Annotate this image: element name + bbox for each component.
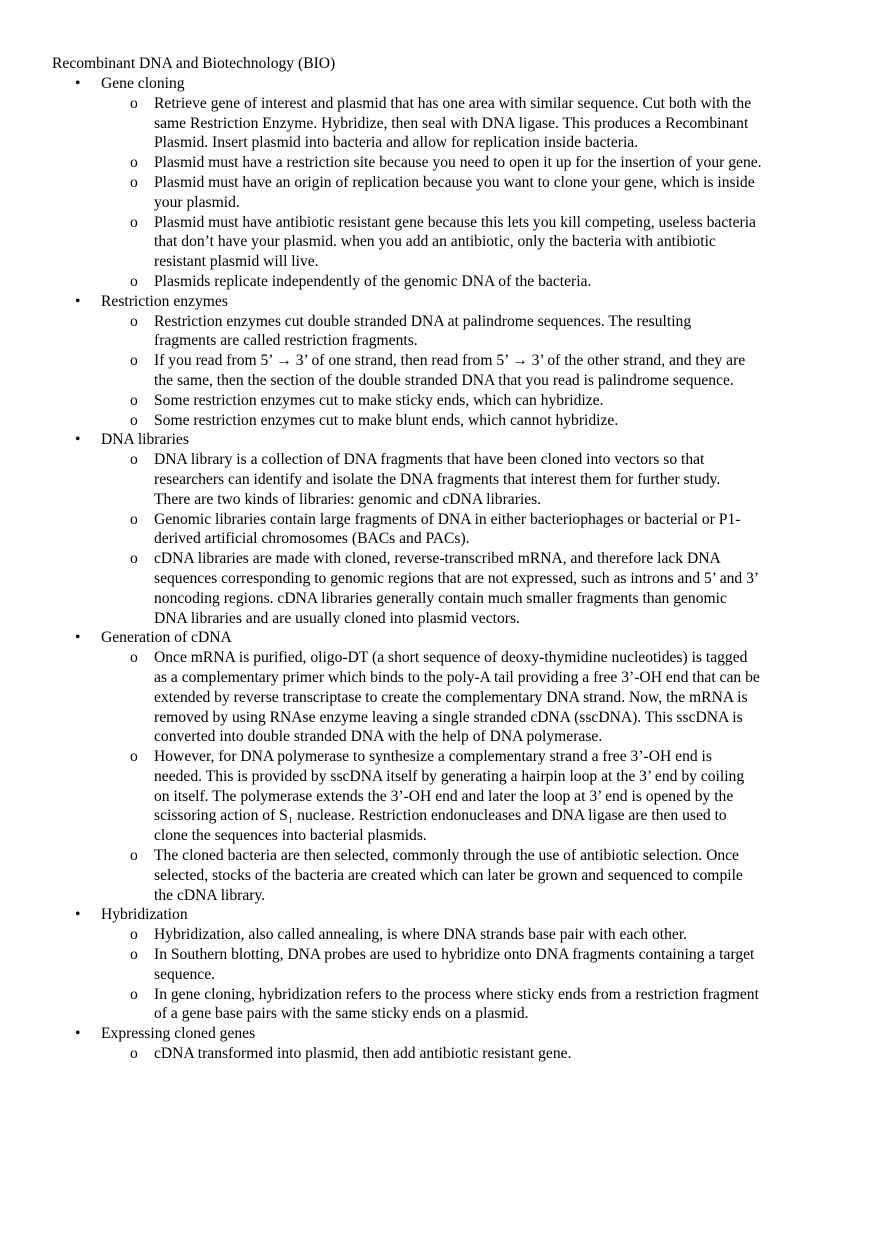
list-item-text: Plasmid must have a restriction site because you need to open it up for the insertion of your gene.	[154, 154, 762, 172]
list-item	[0, 925, 830, 945]
list-item	[0, 945, 830, 985]
sub-bullet-marker: o	[130, 510, 138, 528]
sub-bullet-marker: o	[130, 154, 138, 172]
sub-item-list	[0, 925, 880, 1024]
list-item	[0, 450, 830, 509]
section-heading: Restriction enzymes	[101, 292, 228, 310]
sub-item-list	[0, 1044, 880, 1064]
list-item	[0, 747, 830, 846]
sub-bullet-marker: o	[130, 748, 138, 766]
list-item-text: Plasmid must have antibiotic resistant gene because this lets you kill competing, useless bacteria that don’t have your plasmid. when you add an antibiotic, only the bacteria with antibiotic resistant plasmid will live.	[154, 213, 756, 271]
list-item	[0, 510, 830, 550]
list-item-text: Restriction enzymes cut double stranded DNA at palindrome sequences. The resulting fragments are called restriction fragments.	[154, 312, 692, 350]
sub-bullet-marker: o	[130, 550, 138, 568]
list-item-text: Genomic libraries contain large fragments of DNA in either bacteriophages or bacterial or P1- derived artificial chromosomes (BACs and PACs).	[154, 510, 741, 548]
section-gene-cloning	[0, 74, 880, 292]
list-item-text: Plasmid must have an origin of replication because you want to clone your gene, which is inside your plasmid.	[154, 173, 755, 211]
list-item-text: In gene cloning, hybridization refers to the process where sticky ends from a restriction fragment of a gene base pairs with the same sticky ends on a plasmid.	[154, 985, 759, 1023]
section-dna-libraries	[0, 430, 880, 628]
sub-bullet-marker: o	[130, 272, 138, 290]
list-item-text: Plasmids replicate independently of the genomic DNA of the bacteria.	[154, 272, 592, 290]
sub-bullet-marker: o	[130, 391, 138, 409]
sub-bullet-marker: o	[130, 213, 138, 231]
sub-bullet-marker: o	[130, 451, 138, 469]
sub-item-list	[0, 648, 880, 905]
list-item	[0, 272, 830, 292]
section-restriction-enzymes	[0, 292, 880, 431]
list-item	[0, 213, 830, 272]
list-item-text: The cloned bacteria are then selected, commonly through the use of antibiotic selection. Once selected, stocks of the bacteria are created which can later be grown and sequenced to compile the cDNA library.	[154, 847, 743, 904]
section-heading: Expressing cloned genes	[101, 1025, 256, 1043]
sub-bullet-marker: o	[130, 946, 138, 964]
sub-bullet-marker: o	[130, 352, 138, 370]
section-list	[0, 74, 880, 1064]
list-item	[0, 94, 830, 153]
list-item	[0, 411, 830, 431]
document-title: Recombinant DNA and Biotechnology (BIO)	[52, 55, 336, 72]
sub-bullet-marker: o	[130, 926, 138, 944]
list-item	[0, 648, 830, 747]
sub-bullet-marker: o	[130, 985, 138, 1003]
list-item	[0, 985, 830, 1025]
bullet-marker: •	[75, 75, 81, 92]
sub-bullet-marker: o	[130, 847, 138, 865]
list-item	[0, 351, 830, 391]
section-heading: Hybridization	[101, 906, 188, 924]
list-item-text: Some restriction enzymes cut to make blunt ends, which cannot hybridize.	[154, 411, 619, 429]
list-item-text: If you read from 5’ → 3’ of one strand, then read from 5’ → 3’ of the other strand, and they are the same, then the section of the double stranded DNA that you read is palindrome sequence.	[154, 352, 746, 389]
list-item	[0, 549, 830, 628]
list-item-text: Retrieve gene of interest and plasmid that has one area with similar sequence. Cut both with the same Restriction Enzyme. Hybridize, then seal with DNA ligase. This produces a Recombinant Plasmid. Insert plasmid into bacteria and allow for replication inside bacteria.	[154, 94, 752, 152]
list-item-text: Some restriction enzymes cut to make sticky ends, which can hybridize.	[154, 391, 604, 409]
list-item	[0, 312, 830, 352]
section-heading: Generation of cDNA	[101, 629, 232, 647]
list-item-text: DNA library is a collection of DNA fragments that have been cloned into vectors so that researchers can identify and isolate the DNA fragments that interest them for further study. There are two kinds of libraries: genomic and cDNA libraries.	[154, 451, 721, 508]
list-item	[0, 391, 830, 411]
bullet-marker: •	[75, 1025, 81, 1043]
bullet-marker: •	[75, 906, 81, 924]
sub-item-list	[0, 94, 880, 292]
list-item-text: cDNA transformed into plasmid, then add antibiotic resistant gene.	[154, 1045, 572, 1063]
section-heading: Gene cloning	[101, 75, 185, 92]
list-item-text: Hybridization, also called annealing, is where DNA strands base pair with each other.	[154, 926, 688, 944]
bullet-marker: •	[75, 629, 81, 647]
list-item-text: However, for DNA polymerase to synthesize a complementary strand a free 3’-OH end is needed. This is provided by sscDNA itself by generating a hairpin loop at the 3’ end by coiling on itself. The polymerase extends the 3’-OH end and later the loop at 3’ end is opened by the scissoring action of S₁ nuclease. Restriction endonucleases and DNA ligase are then used to clone the sequences into bacterial plasmids.	[154, 748, 745, 845]
section-heading: DNA libraries	[101, 431, 189, 449]
sub-bullet-marker: o	[130, 1045, 138, 1063]
sub-item-list	[0, 312, 880, 431]
section-generation-of-cdna	[0, 628, 880, 905]
bullet-marker: •	[75, 431, 81, 449]
sub-bullet-marker: o	[130, 411, 138, 429]
sub-bullet-marker: o	[130, 173, 138, 191]
list-item	[0, 173, 830, 213]
sub-item-list	[0, 450, 880, 628]
list-item	[0, 153, 830, 173]
list-item-text: In Southern blotting, DNA probes are used to hybridize onto DNA fragments containing a target sequence.	[154, 946, 755, 983]
sub-bullet-marker: o	[130, 649, 138, 667]
section-expressing-cloned-genes	[0, 1024, 880, 1064]
list-item	[0, 1044, 830, 1064]
sub-bullet-marker: o	[130, 312, 138, 330]
list-item-text: Once mRNA is purified, oligo-DT (a short sequence of deoxy-thymidine nucleotides) is tagged as a complementary primer which binds to the poly-A tail providing a free 3’-OH end that can be extended by reverse transcriptase to create the complementary DNA strand. Now, the mRNA is removed by using RNAse enzyme leaving a single stranded cDNA (sscDNA). This sscDNA is converted into double stranded DNA with the help of DNA polymerase.	[154, 649, 760, 746]
bullet-marker: •	[75, 292, 81, 310]
list-item-text: cDNA libraries are made with cloned, reverse-transcribed mRNA, and therefore lack DNA sequences corresponding to genomic regions that are not expressed, such as introns and 5’ and 3’ noncoding regions. cDNA libraries generally contain much smaller fragments than genomic DNA libraries and are usually cloned into plasmid vectors.	[154, 550, 760, 627]
sub-bullet-marker: o	[130, 94, 138, 112]
list-item	[0, 846, 830, 905]
section-hybridization	[0, 905, 880, 1024]
